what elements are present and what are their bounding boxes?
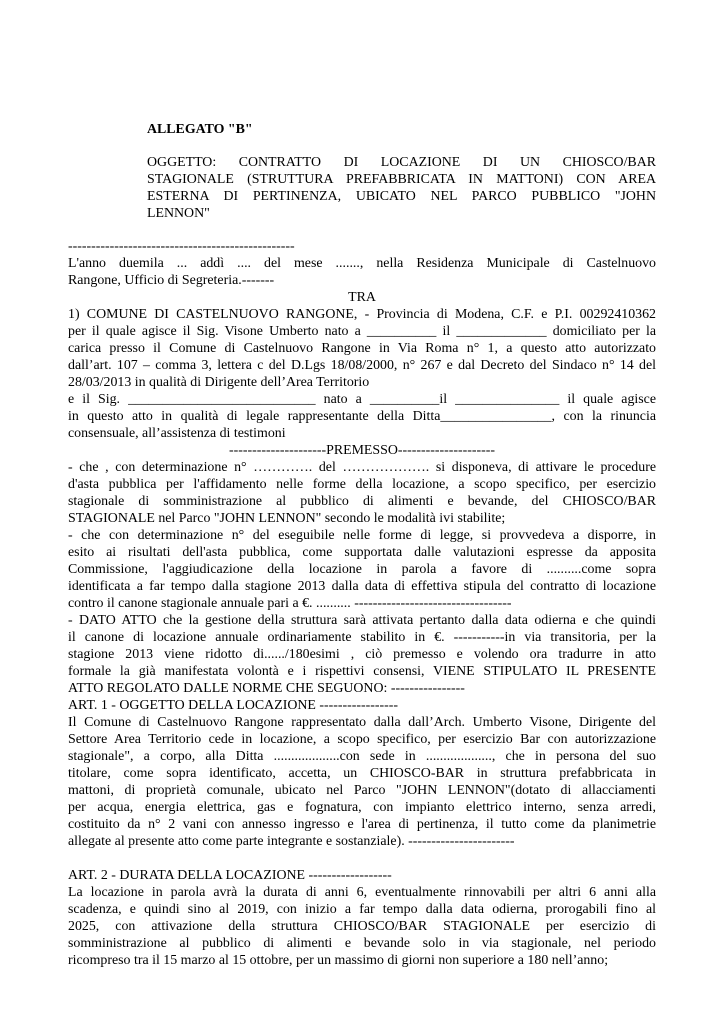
tra-heading: TRA xyxy=(348,290,376,305)
party-line-6: e il Sig. ___________________________ nato a __________il _______________ il quale agisce xyxy=(68,392,656,407)
premesso-line-7: Commissione, l'aggiudicazione della locazione in parola a favore di ..........come sopra xyxy=(68,562,656,577)
art1-line-6: per acqua, energia elettrica, gas e fognatura, con impianto elettrico interno, senza arredi, xyxy=(68,800,656,815)
premesso-line-5: - che con determinazione n° del eseguibile nelle forme di legge, si provvedeva a disporre, in xyxy=(68,528,656,543)
intro-line-2: Rangone, Ufficio di Segreteria.------- xyxy=(68,273,275,288)
party-line-4: dall’art. 107 – comma 3, lettera c del D.Lgs 18/08/2000, n° 267 e dal Decreto del Sindaco n° 14 del xyxy=(68,358,656,373)
premesso-line-3: stagionale di somministrazione al pubblico di alimenti e bevande, del CHIOSCO/BAR xyxy=(68,494,656,509)
premesso-line-14: ATTO REGOLATO DALLE NORME CHE SEGUONO: ---------------- xyxy=(68,681,465,696)
art2-line-4: somministrazione al pubblico di alimenti e bevande solo in via stagionale, nel periodo xyxy=(68,936,656,951)
art2-title: ART. 2 - DURATA DELLA LOCAZIONE ------------------ xyxy=(68,868,392,883)
art1-line-1: Il Comune di Castelnuovo Rangone rappresentato dalla dall’Arch. Umberto Visone, Dirigente del xyxy=(68,715,656,730)
subject-line-3: ESTERNA DI PERTINENZA, UBICATO NEL PARCO PUBBLICO "JOHN xyxy=(147,189,656,204)
subject-line-1: OGGETTO: CONTRATTO DI LOCAZIONE DI UN CHIOSCO/BAR xyxy=(147,155,656,170)
premesso-line-10: - DATO ATTO che la gestione della struttura sarà attivata pertanto dalla data odierna e che quindi xyxy=(68,613,656,628)
party-line-1: 1) COMUNE DI CASTELNUOVO RANGONE, - Provincia di Modena, C.F. e P.I. 00292410362 xyxy=(68,307,656,322)
party-line-5: 28/03/2013 in qualità di Dirigente dell’Area Territorio xyxy=(68,375,370,390)
party-line-7: in questo atto in qualità di legale rappresentante della Ditta________________, con la rinuncia xyxy=(68,409,656,424)
document-title: ALLEGATO "B" xyxy=(147,122,253,137)
premesso-line-12: stagione 2013 viene ridotto di....../180esimi , ciò premesso e volendo ora tradurre in atto xyxy=(68,647,656,662)
separator-line: ------------------------------------------------- xyxy=(68,239,295,254)
subject-line-4: LENNON" xyxy=(147,206,210,221)
premesso-line-2: d'asta pubblica per l'affidamento nelle forme della locazione, a scopo specifico, per esercizio xyxy=(68,477,656,492)
art1-title: ART. 1 - OGGETTO DELLA LOCAZIONE ----------------- xyxy=(68,698,398,713)
art1-line-5: mattoni, di proprietà comunale, ubicato nel Parco "JOHN LENNON"(dotato di allacciamenti xyxy=(68,783,656,798)
premesso-heading: ---------------------PREMESSO--------------------- xyxy=(228,443,496,458)
art2-line-3: 2025, con attivazione della struttura CHIOSCO/BAR STAGIONALE per esercizio di xyxy=(68,919,656,934)
premesso-line-11: il canone di locazione annuale ordinariamente stabilito in €. -----------in via transitoria, per la xyxy=(68,630,656,645)
art1-line-4: titolare, come sopra identificato, accetta, un CHIOSCO-BAR in struttura prefabbricata in xyxy=(68,766,656,781)
intro-line-1: L'anno duemila ... addì .... del mese ......., nella Residenza Municipale di Castelnuovo xyxy=(68,256,656,271)
art2-line-1: La locazione in parola avrà la durata di anni 6, eventualmente rinnovabili per altri 6 anni alla xyxy=(68,885,656,900)
party-line-2: per il quale agisce il Sig. Visone Umberto nato a __________ il _____________ domiciliato per la xyxy=(68,324,656,339)
premesso-line-6: esito ai risultati dell'asta pubblica, come supportata dalle valutazioni espresse da apposita xyxy=(68,545,656,560)
art1-line-3: stagionale", a corpo, alla Ditta ...................con sede in ..................., che in persona del suo xyxy=(68,749,656,764)
subject-line-2: STAGIONALE (STRUTTURA PREFABBRICATA IN MATTONI) CON AREA xyxy=(147,172,656,187)
art1-line-8: allegate al presente atto come parte integrante e sostanziale). ----------------------- xyxy=(68,834,515,849)
art2-line-5: ricompreso tra il 15 marzo al 15 ottobre, per un massimo di giorni non superiore a 180 nell’anno; xyxy=(68,953,609,968)
premesso-line-9: contro il canone stagionale annuale pari a €. .......... ---------------------------------- xyxy=(68,596,512,611)
premesso-line-4: STAGIONALE nel Parco "JOHN LENNON" secondo le modalità ivi stabilite; xyxy=(68,511,506,526)
party-line-8: consensuale, all’assistenza di testimoni xyxy=(68,426,286,441)
art1-line-2: Settore Area Territorio cede in locazione, a scopo specifico, per esercizio Bar con autorizzazione xyxy=(68,732,656,747)
premesso-line-8: identificata a far tempo dalla stagione 2013 dalla data di effettiva stipula del contratto di locazione xyxy=(68,579,656,594)
art2-line-2: scadenza, e quindi sino al 2019, con inizio a far tempo dalla data odierna, prorogabili fino al xyxy=(68,902,656,917)
premesso-line-1: - che , con determinazione n° …………. del ………………. si disponeva, di attivare le procedure xyxy=(68,460,656,475)
party-line-3: carica presso il Comune di Castelnuovo Rangone in Via Roma n° 1, a questo atto autorizzato xyxy=(68,341,656,356)
premesso-line-13: formale la già manifestata volontà e i rispettivi consensi, VIENE STIPULATO IL PRESENTE xyxy=(68,664,656,679)
art1-line-7: costituito da n° 2 vani con annesso ingresso e l'area di pertinenza, il tutto come da planimetrie xyxy=(68,817,656,832)
